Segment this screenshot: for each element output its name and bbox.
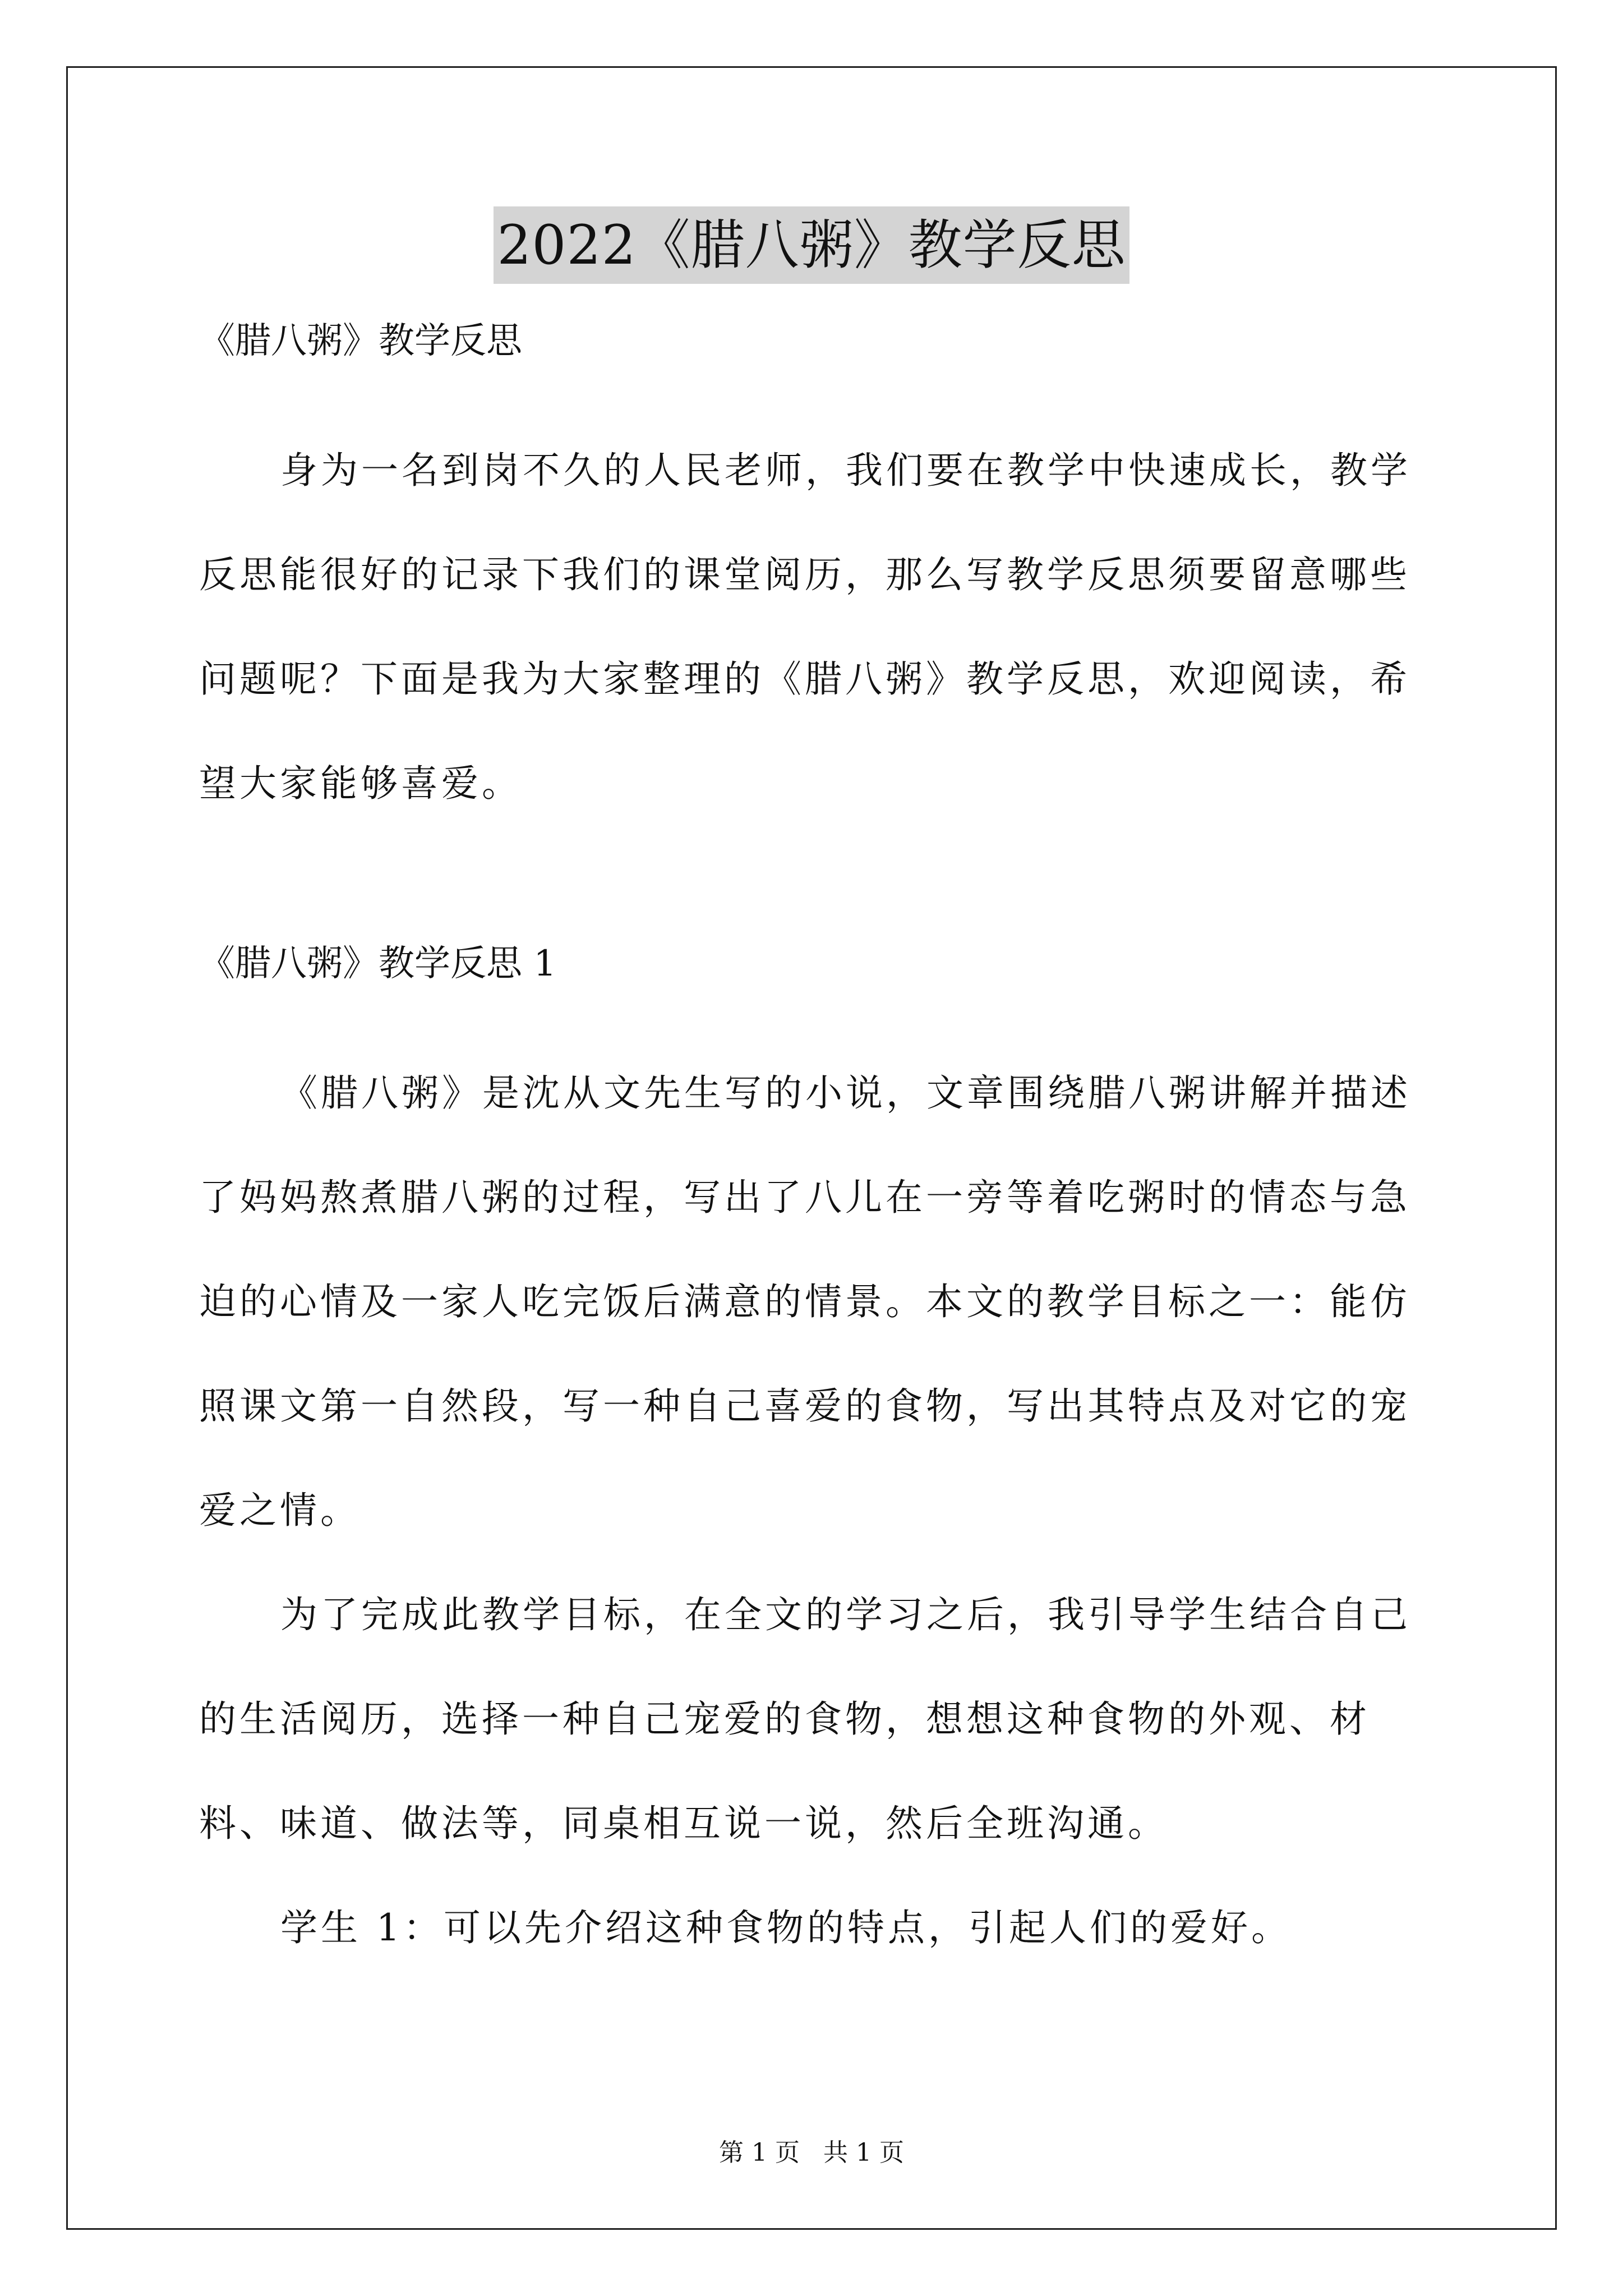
document-title: 2022《腊八粥》教学反思 xyxy=(494,206,1129,284)
body-paragraph: 为了完成此教学目标，在全文的学习之后，我引导学生结合自己的生活阅历，选择一种自己宠爱的食物，想想这种食物的外观、材料、味道、做法等，同桌相互说一说，然后全班沟通。 xyxy=(199,1593,1411,1845)
document-body xyxy=(199,314,1433,1980)
body-paragraph: 《腊八粥》是沈从文先生写的小说，文章围绕腊八粥讲解并描述了妈妈熬煮腊八粥的过程，写出了八儿在一旁等着吃粥时的情态与急迫的心情及一家人吃完饭后满意的情景。本文的教学目标之一：能仿照课文第一自然段，写一种自己喜爱的食物，写出其特点及对它的宠爱之情。 xyxy=(199,1071,1411,1532)
page-footer xyxy=(0,2136,1623,2170)
spacer xyxy=(199,368,1433,418)
spacer xyxy=(199,836,1433,937)
section-heading: 《腊八粥》教学反思 1 xyxy=(199,943,557,984)
intro-paragraph: 身为一名到岗不久的人民老师，我们要在教学中快速成长，教学反思能很好的记录下我们的课堂阅历，那么写教学反思须要留意哪些问题呢？下面是我为大家整理的《腊八粥》教学反思，欢迎阅读，希望大家能够喜爱。 xyxy=(199,449,1411,805)
page-number: 第 1 页 xyxy=(719,2138,800,2167)
intro-heading: 《腊八粥》教学反思 xyxy=(199,320,522,362)
body-paragraph: 学生 1：可以先介绍这种食物的特点，引起人们的爱好。 xyxy=(280,1906,1292,1949)
page-total: 共 1 页 xyxy=(823,2138,904,2167)
title-container xyxy=(0,206,1623,284)
spacer xyxy=(199,991,1433,1041)
